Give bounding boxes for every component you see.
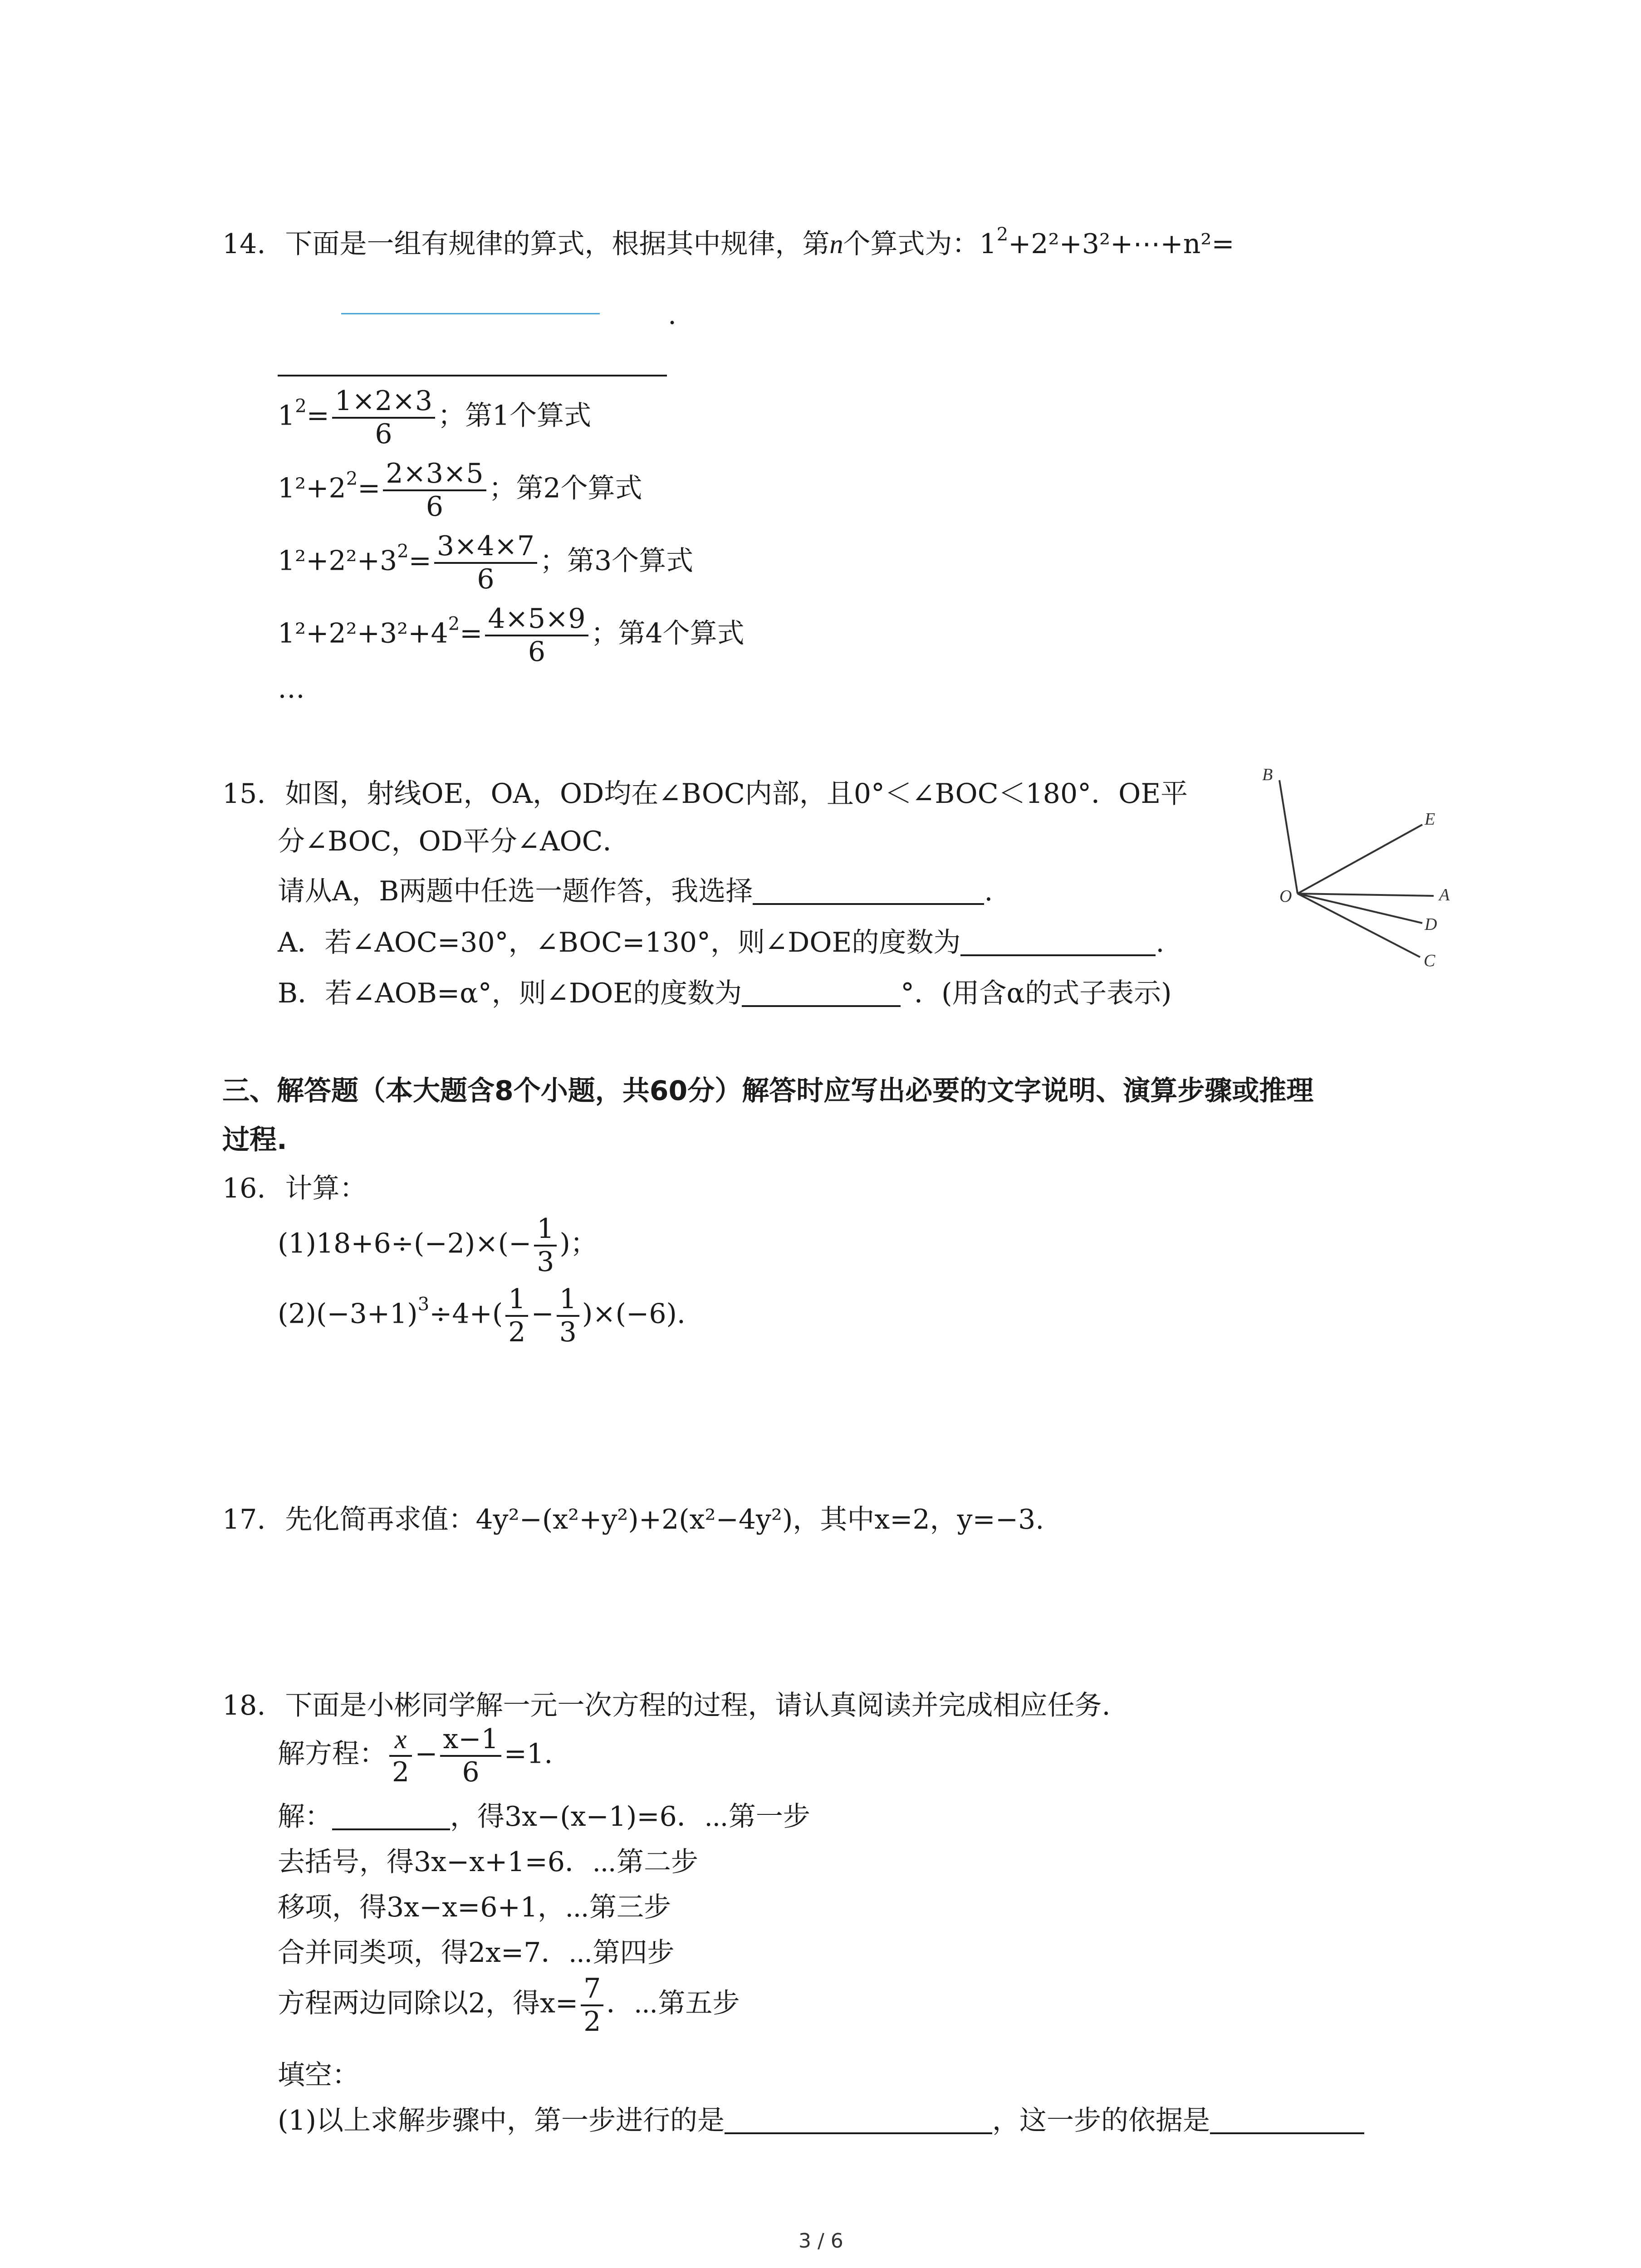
ray-ob (1279, 780, 1298, 894)
q14-answer-end: . (668, 299, 677, 331)
q14-row-3: $1^2+2^2+3^2=$ $\frac{3\times 4\times 7}{6}$ ；第3个算式 (278, 530, 694, 595)
q17-text: 17. 先化简再求值：4y²−(x²+y²)+2(x²−4y²)，其中x=2，y=−3. (222, 1504, 1044, 1535)
q14-row-1: $1^2=$ $\frac{1\times 2\times 3}{6}$ ；第1个算式 (278, 385, 592, 450)
q18-step-4: 合并同类项，得2x=7．⋯第四步 (278, 1937, 675, 1969)
q14-row-2: $1^2+2^2=$ $\frac{2\times 3\times 5}{6}$ ；第2个算式 (278, 458, 642, 523)
section-3-heading-line-2: 过程. (222, 1124, 287, 1156)
q16-part-1: (1)18+6÷(−2)×(− $\frac{1}{3}$ )； (278, 1213, 598, 1278)
q15-number: 15. (222, 778, 266, 810)
q16-number: 16. (222, 1173, 266, 1204)
label-e: E (1425, 810, 1435, 829)
q18-fill-title: 填空： (278, 2059, 359, 2091)
q18-number: 18. (222, 1690, 266, 1721)
q15-choice-blank[interactable] (753, 903, 984, 905)
q15-line-1: 15. 如图，射线OE，OA，OD均在∠BOC内部，且0°＜∠BOC＜180°．OE平 (222, 778, 1188, 810)
label-d: D (1425, 915, 1437, 934)
q16-part-2: $(2)(-3+1)^3\div 4+$( $\frac{1}{2}$ − $\frac{1}{3}$ )×(−6). (278, 1283, 686, 1348)
label-a: A (1439, 885, 1450, 904)
q15-figure (1243, 758, 1488, 984)
q14-number: 14. (222, 228, 266, 260)
q18-step-1: 解： ，得3x−(x−1)=6．⋯第一步 (278, 1801, 810, 1833)
q15-line-a: A．若∠AOC=30°，∠BOC=130°，则∠DOE的度数为 . (278, 927, 1165, 958)
q14-ellipsis: … (278, 673, 305, 704)
q14-stem: 14. 下面是一组有规律的算式，根据其中规律，第n个算式为：$1^2+2^2+3^2+\cdots+n^2=$ (222, 224, 1234, 260)
q14-answer-blank[interactable] (341, 313, 600, 314)
ray-oc (1298, 894, 1420, 957)
q14-row-4: $1^2+2^2+3^2+4^2=$ $\frac{4\times 5\times 9}{6}$ ；第4个算式 (278, 603, 745, 668)
q15-a-blank[interactable] (960, 954, 1156, 956)
q16-title: 16. 计算： (222, 1173, 367, 1204)
q18-fill1-blank-1[interactable] (725, 2132, 992, 2134)
q18-intro: 18. 下面是小彬同学解一元一次方程的过程，请认真阅读并完成相应任务. (222, 1690, 1111, 1721)
q15-line-3: 请从A，B两题中任选一题作答，我选择 . (278, 875, 993, 907)
q18-step-3: 移项，得3x−x=6+1，⋯第三步 (278, 1892, 671, 1923)
ray-oe (1298, 825, 1422, 894)
page-number: 3 / 6 (798, 2229, 843, 2253)
q14-separator (278, 375, 667, 376)
q17-number: 17. (222, 1504, 266, 1535)
ray-oa (1298, 894, 1434, 896)
q18-step-5: 方程两边同除以2，得x= $\frac{7}{2}$ ．⋯第五步 (278, 1973, 740, 2038)
label-c: C (1424, 951, 1435, 970)
label-b: B (1262, 765, 1273, 784)
q15-line-2: 分∠BOC，OD平分∠AOC． (278, 826, 630, 857)
q15-line-b: B．若∠AOB=α°，则∠DOE的度数为 °．(用含α的式子表示) (278, 978, 1172, 1009)
q15-b-blank[interactable] (742, 1005, 901, 1007)
label-o: O (1279, 887, 1292, 906)
q18-fill1-blank-2[interactable] (1210, 2132, 1364, 2134)
q18-fill-1: (1)以上求解步骤中，第一步进行的是 ，这一步的依据是 (278, 2107, 1364, 2134)
ray-od (1298, 894, 1422, 923)
q18-step1-blank[interactable] (332, 1828, 450, 1830)
section-3-heading-line-1: 三、解答题（本大题含8个小题，共60分）解答时应写出必要的文字说明、演算步骤或推理 (222, 1075, 1314, 1107)
q18-step-2: 去括号，得3x−x+1=6．⋯第二步 (278, 1846, 699, 1878)
q18-equation: 解方程： $\frac{x}{2}$ − $\frac{x-1}{6}$ =1. (278, 1723, 553, 1788)
